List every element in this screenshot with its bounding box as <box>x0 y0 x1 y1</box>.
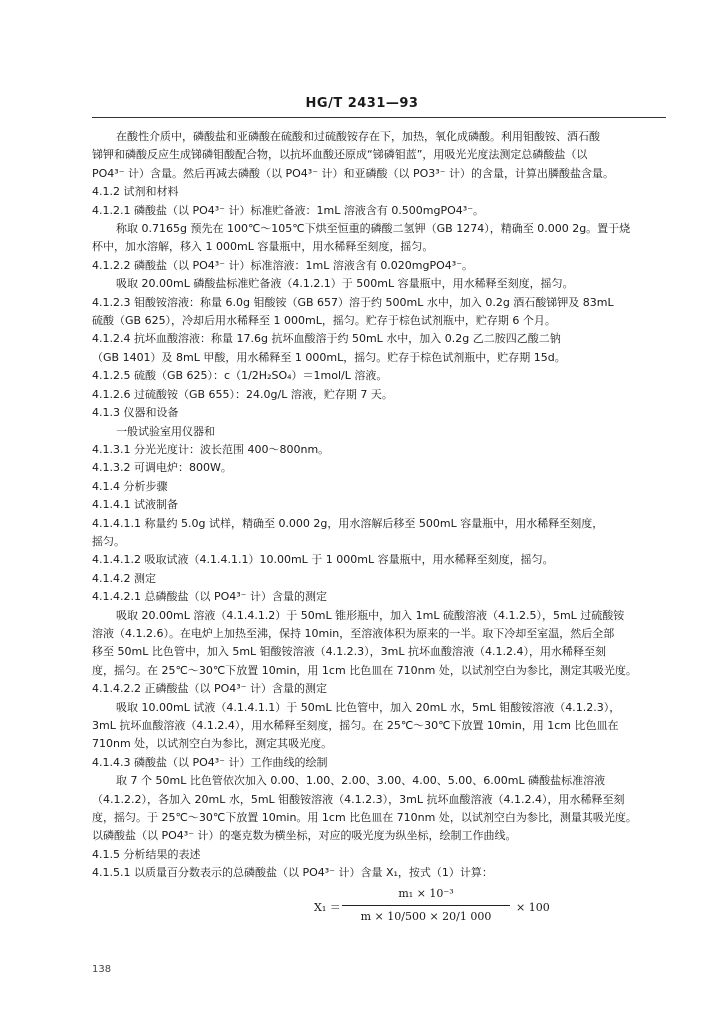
page-header-standard-number: HG/T 2431—93 <box>305 96 419 111</box>
subsection-heading: 4.1.4.3 磷酸盐（以 PO4³⁻ 计）工作曲线的绘制 <box>92 755 328 769</box>
paragraph-line: 吸取 20.00mL 磷酸盐标准贮备液（4.1.2.1）于 500mL 容量瓶中，用水稀释至刻度，摇匀。 <box>116 277 574 291</box>
section-heading: 4.1.4 分析步骤 <box>92 479 168 493</box>
subsection-heading: 4.1.3.2 可调电炉：800W。 <box>92 461 232 475</box>
paragraph-line: 取 7 个 50mL 比色管依次加入 0.00、1.00、2.00、3.00、4.00、5.00、6.00mL 磷酸盐标准溶液 <box>116 774 606 788</box>
paragraph-line: PO4³⁻ 计）含量。然后再减去磷酸（以 PO4³⁻ 计）和亚磷酸（以 PO3³⁻ 计）的含量，计算出膦酸盐含量。 <box>92 166 614 180</box>
paragraph-line: 摇匀。 <box>92 534 125 548</box>
paragraph-line: 吸取 20.00mL 溶液（4.1.4.1.2）于 50mL 锥形瓶中，加入 1mL 硫酸溶液（4.1.2.5），5mL 过硫酸铵 <box>116 608 625 622</box>
subsection-heading: 4.1.4.1.2 吸取试液（4.1.4.1.1）10.00mL 于 1 000mL 容量瓶中，用水稀释至刻度，摇匀。 <box>92 553 554 567</box>
subsection-heading: 4.1.4.2 测定 <box>92 571 156 585</box>
paragraph-line: 在酸性介质中，磷酸盐和亚磷酸在硫酸和过硫酸铵存在下，加热，氧化成磷酸。利用钼酸铵、酒石酸 <box>116 130 600 143</box>
formula-fraction <box>342 885 510 927</box>
paragraph-line: 锑钾和磷酸反应生成锑磷钼酸配合物，以抗坏血酸还原成“锑磷钼蓝”，用吸光光度法测定总磷酸盐（以 <box>92 148 588 162</box>
paragraph-line: （4.1.2.2），各加入 20mL 水，5mL 钼酸铵溶液（4.1.2.3），3mL 抗坏血酸溶液（4.1.2.4），用水稀释至刻 <box>92 792 625 806</box>
paragraph-line: 度，摇匀。在 25℃～30℃下放置 10min，用 1cm 比色皿在 710nm 处，以试剂空白为参比，测定其吸光度。 <box>92 663 637 677</box>
subsection-heading: 4.1.2.5 硫酸（GB 625）：c（1/2H₂SO₄）＝1mol/L 溶液。 <box>92 369 388 383</box>
subsection-heading: 4.1.2.2 磷酸盐（以 PO4³⁻ 计）标准溶液：1mL 溶液含有 0.020mgPO4³⁻。 <box>92 258 474 272</box>
subsection-heading: 4.1.2.1 磷酸盐（以 PO4³⁻ 计）标准贮备液：1mL 溶液含有 0.500mgPO4³⁻。 <box>92 203 485 217</box>
paragraph-line: 硫酸（GB 625），冷却后用水稀释至 1 000mL，摇匀。贮存于棕色试剂瓶中，贮存期 6 个月。 <box>92 314 556 328</box>
formula-denominator: m × 10/500 × 20/1 000 <box>360 910 492 924</box>
paragraph-line: 吸取 10.00mL 试液（4.1.4.1.1）于 50mL 比色管中，加入 20mL 水，5mL 钼酸铵溶液（4.1.2.3）， <box>116 700 621 714</box>
formula-1 <box>92 883 666 943</box>
section-heading: 4.1.2 试剂和材料 <box>92 185 179 199</box>
subsection-heading: 4.1.3.1 分光光度计：波长范围 400～800nm。 <box>92 442 330 456</box>
section-heading: 4.1.3 仪器和设备 <box>92 406 179 420</box>
subsection-heading: 4.1.4.1 试液制备 <box>92 498 178 512</box>
paragraph-line: 3mL 抗坏血酸溶液（4.1.2.4），用水稀释至刻度，摇匀。在 25℃～30℃下放置 10min，用 1cm 比色皿在 <box>92 719 619 732</box>
subsection-heading: 4.1.2.4 抗坏血酸溶液：称量 17.6g 抗坏血酸溶于约 50mL 水中，加入 0.2g 乙二胺四乙酸二钠 <box>92 332 561 346</box>
subsection-heading: 4.1.4.1.1 称量约 5.0g 试样，精确至 0.000 2g，用水溶解后移至 500mL 容量瓶中，用水稀释至刻度， <box>92 516 604 530</box>
page-number: 138 <box>92 964 112 975</box>
formula-numerator: m₁ × 10⁻³ <box>342 885 510 906</box>
document-body <box>92 128 666 943</box>
paragraph-line: 杯中，加水溶解，移入 1 000mL 容量瓶中，用水稀释至刻度，摇匀。 <box>92 240 434 254</box>
subsection-heading: 4.1.4.2.1 总磷酸盐（以 PO4³⁻ 计）含量的测定 <box>92 590 327 604</box>
paragraph-line: 移至 50mL 比色管中，加入 5mL 钼酸铵溶液（4.1.2.3），3mL 抗坏血酸溶液（4.1.2.4），用水稀释至刻 <box>92 645 606 659</box>
subsection-heading: 4.1.2.3 钼酸铵溶液：称量 6.0g 钼酸铵（GB 657）溶于约 500mL 水中，加入 0.2g 酒石酸锑钾及 83mL <box>92 295 614 309</box>
subsection-heading: 4.1.5.1 以质量百分数表示的总磷酸盐（以 PO4³⁻ 计）含量 X₁，按式（1）计算： <box>92 866 493 880</box>
paragraph-line: 溶液（4.1.2.6）。在电炉上加热至沸，保持 10min，至溶液体积为原来的一半。取下冷却至室温，然后全部 <box>92 626 615 640</box>
paragraph-line: 度，摇匀。于 25℃～30℃下放置 10min。用 1cm 比色皿在 710nm 处，以试剂空白为参比，测量其吸光度。 <box>92 811 637 825</box>
subsection-heading: 4.1.4.2.2 正磷酸盐（以 PO4³⁻ 计）含量的测定 <box>92 682 327 696</box>
paragraph-line: 一般试验室用仪器和 <box>116 424 215 438</box>
formula-lhs: X₁ ＝ <box>314 900 341 914</box>
header-divider <box>92 117 666 118</box>
paragraph-line: 称取 0.7165g 预先在 100℃～105℃下烘至恒重的磷酸二氢钾（GB 1274），精确至 0.000 2g。置于烧 <box>116 222 631 236</box>
formula-tail: × 100 <box>516 900 550 914</box>
paragraph-line: （GB 1401）及 8mL 甲酸，用水稀释至 1 000mL，摇匀。贮存于棕色试剂瓶中，贮存期 15d。 <box>92 350 566 364</box>
section-heading: 4.1.5 分析结果的表述 <box>92 847 201 861</box>
paragraph-line: 710nm 处，以试剂空白为参比，测定其吸光度。 <box>92 737 333 751</box>
paragraph-line: 以磷酸盐（以 PO4³⁻ 计）的毫克数为横坐标，对应的吸光度为纵坐标，绘制工作曲线。 <box>92 829 517 843</box>
subsection-heading: 4.1.2.6 过硫酸铵（GB 655）：24.0g/L 溶液，贮存期 7 天。 <box>92 387 393 401</box>
